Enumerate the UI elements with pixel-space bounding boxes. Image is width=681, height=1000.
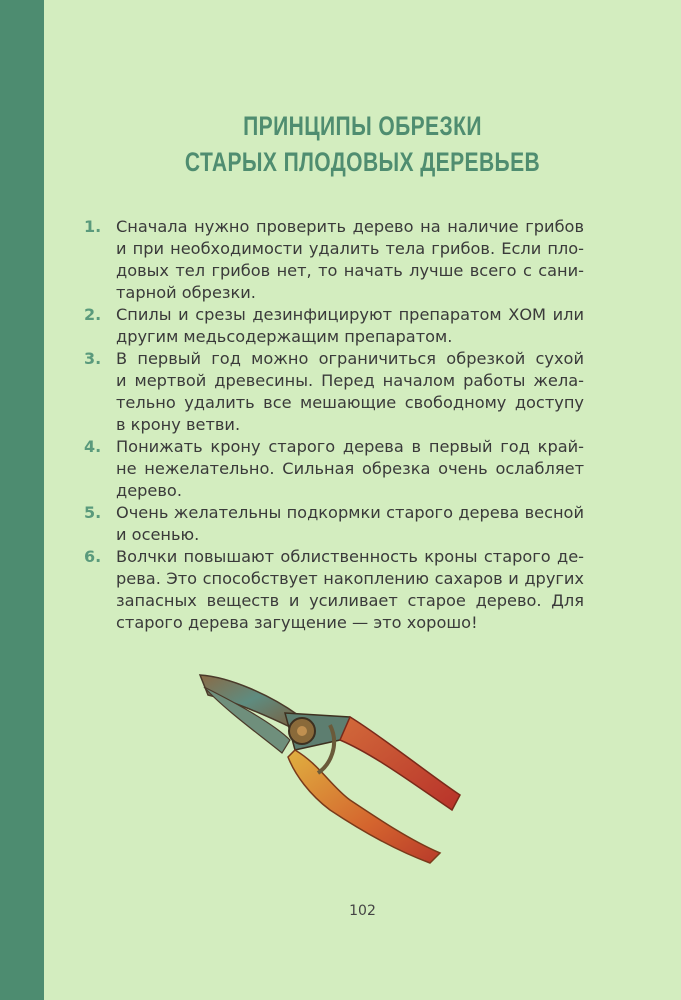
item-text-line: дерево. <box>116 481 182 500</box>
item-text-line: Спилы и срезы дезинфицируют препаратом ХОМ или <box>116 305 584 324</box>
item-number: 6. <box>84 547 102 566</box>
pruning-shears-illustration <box>190 665 480 865</box>
item-text-line: тарной обрезки. <box>116 283 256 302</box>
list-item <box>84 304 584 348</box>
list-item <box>84 546 584 634</box>
page-title <box>114 108 611 180</box>
item-text-line: тельно удалить все мешающие свободному доступу <box>116 393 584 412</box>
book-spine-band <box>0 0 44 1000</box>
list-item <box>84 436 584 502</box>
item-text-line: и мертвой древесины. Перед началом работы жела- <box>116 371 584 390</box>
principles-list <box>84 216 584 634</box>
item-number: 5. <box>84 503 102 522</box>
item-text-line: В первый год можно ограничиться обрезкой сухой <box>116 349 584 368</box>
item-text-line: в крону ветви. <box>116 415 241 434</box>
item-number: 3. <box>84 349 102 368</box>
item-text-line: другим медьсодержащим препаратом. <box>116 327 453 346</box>
item-text-line: Очень желательны подкормки старого дерева весной <box>116 503 584 522</box>
item-number: 1. <box>84 217 102 236</box>
title-line-2: СТАРЫХ ПЛОДОВЫХ ДЕРЕВЬЕВ <box>184 147 541 177</box>
item-number: 4. <box>84 437 102 456</box>
list-item <box>84 348 584 436</box>
item-text-line: старого дерева загущение — это хорошо! <box>116 613 478 632</box>
item-text-line: Понижать крону старого дерева в первый год край- <box>116 437 584 456</box>
item-text-line: и при необходимости удалить тела грибов. Если пло- <box>116 239 584 258</box>
list-item <box>84 502 584 546</box>
page-number: 102 <box>349 903 376 919</box>
item-text-line: запасных веществ и усиливает старое дерево. Для <box>116 591 584 610</box>
item-text-line: довых тел грибов нет, то начать лучше всего с сани- <box>116 261 584 280</box>
item-text-line: и осенью. <box>116 525 200 544</box>
title-line-1: ПРИНЦИПЫ ОБРЕЗКИ <box>243 111 482 141</box>
item-text-line: Сначала нужно проверить дерево на наличие грибов <box>116 217 584 236</box>
item-text-line: Волчки повышают облиственность кроны старого де- <box>116 547 584 566</box>
item-number: 2. <box>84 305 102 324</box>
list-item <box>84 216 584 304</box>
item-text-line: не нежелательно. Сильная обрезка очень ослабляет <box>116 459 584 478</box>
item-text-line: рева. Это способствует накоплению сахаров и других <box>116 569 584 588</box>
